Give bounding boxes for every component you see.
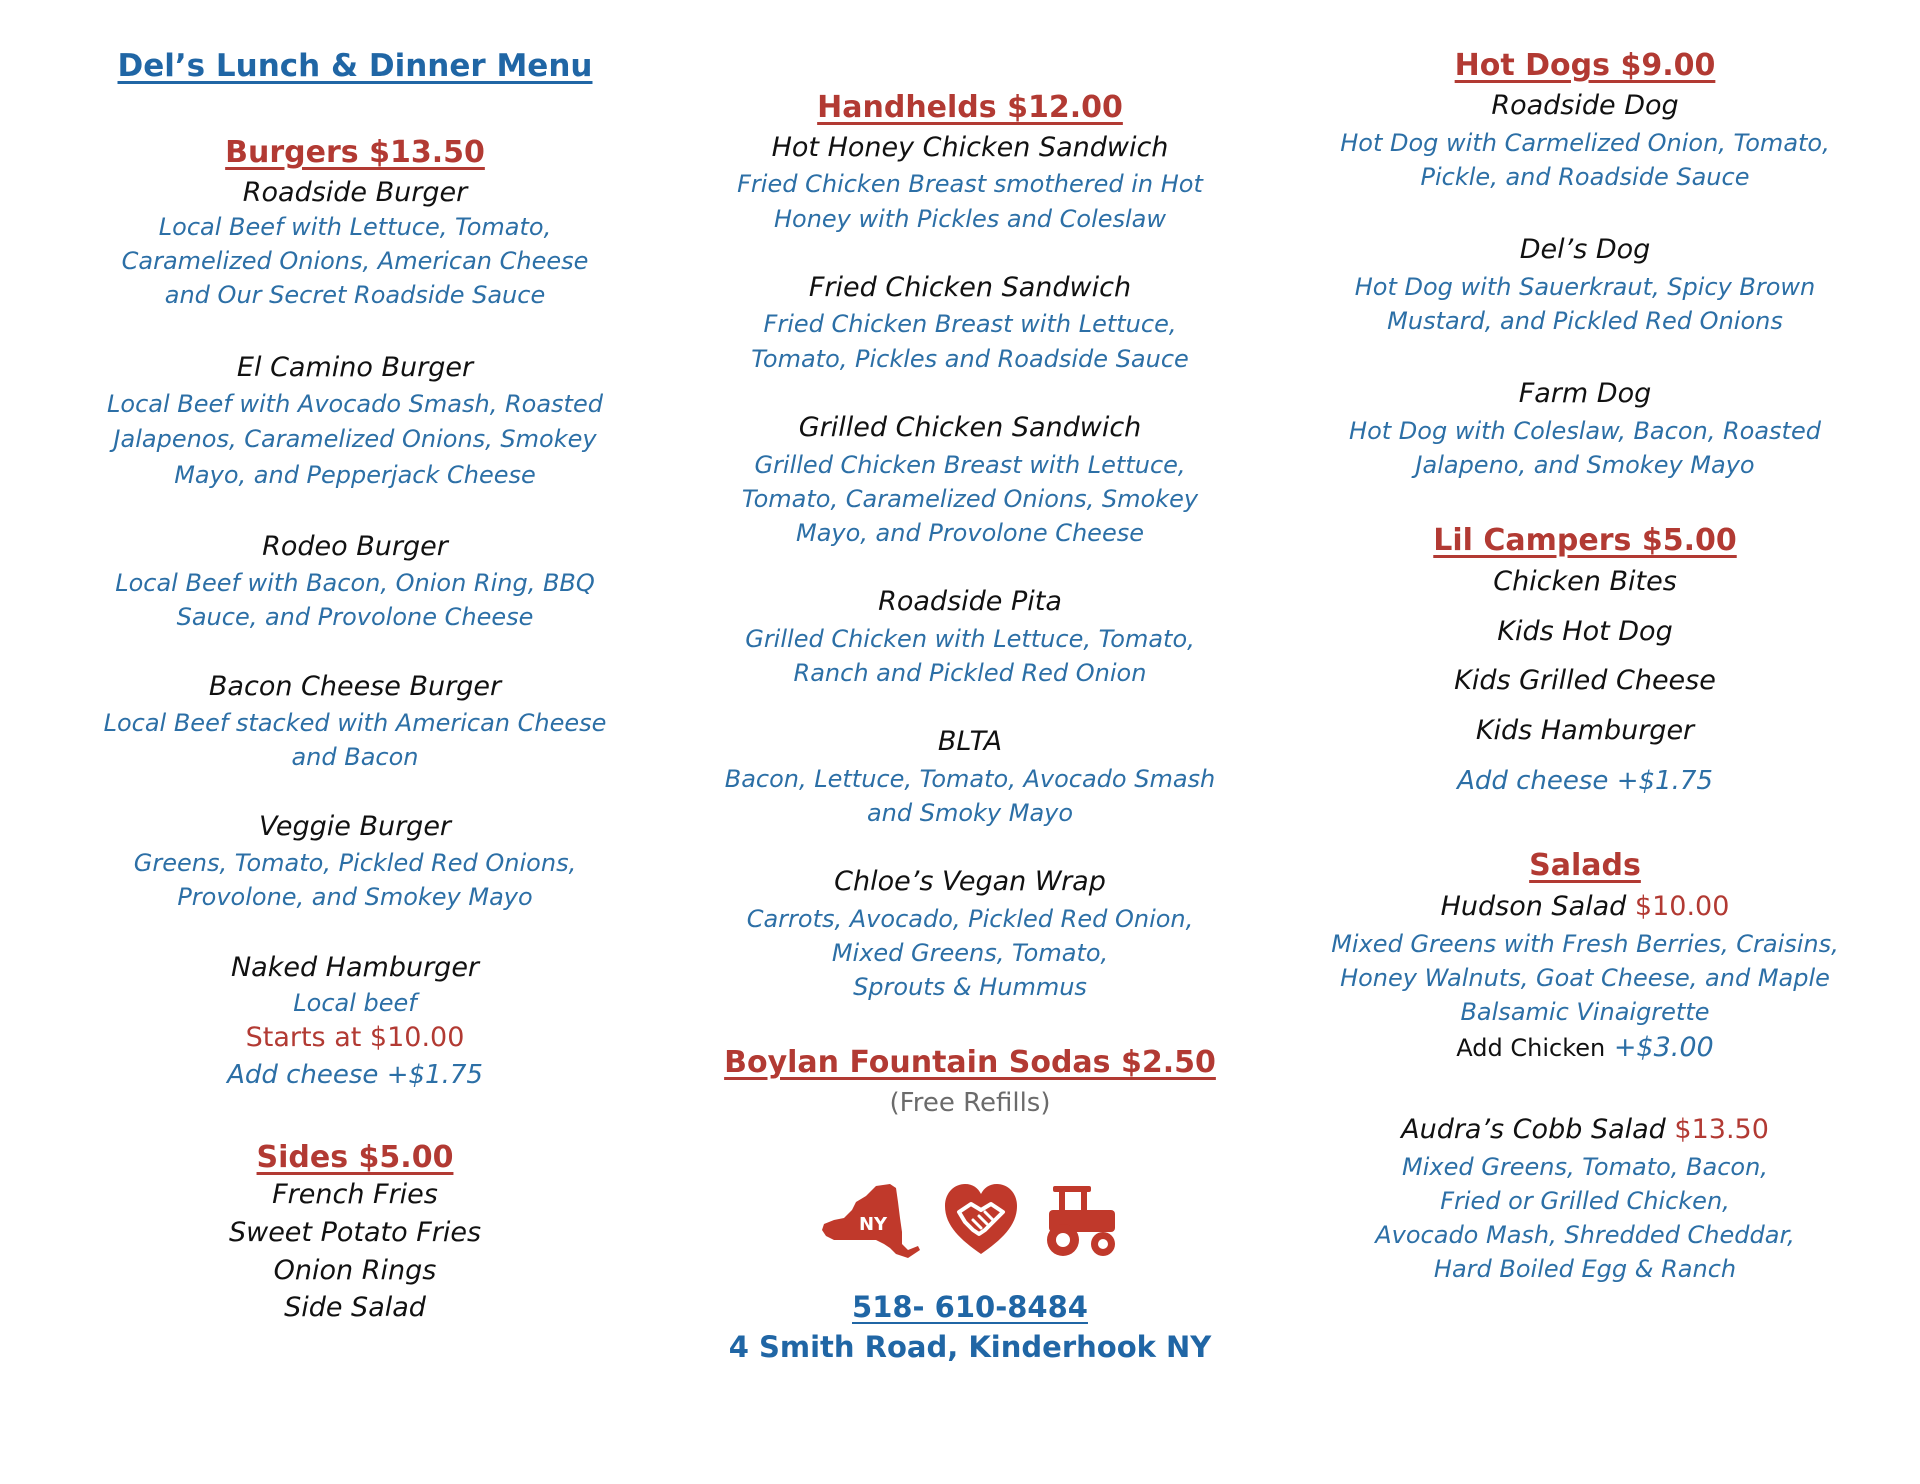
- salad-item-name: [1315, 890, 1855, 924]
- sides-heading: Sides $5.00: [256, 1140, 454, 1175]
- menu-item-desc: Ranch and Pickled Red Onion: [793, 659, 1147, 687]
- kids-addon: Add cheese +$1.75: [1457, 766, 1713, 796]
- menu-item-name: Naked Hamburger: [230, 952, 480, 983]
- menu-item-name: Roadside Burger: [242, 177, 468, 208]
- menu-item-desc: Sauce, and Provolone Cheese: [176, 603, 534, 631]
- menu-item-desc: Sprouts & Hummus: [853, 973, 1087, 1001]
- menu-item-name: Roadside Dog: [1491, 90, 1679, 121]
- tractor-icon: [1039, 1180, 1123, 1260]
- new-york-state-icon-label: NY: [858, 1214, 887, 1235]
- salad-price: $13.50: [1674, 1114, 1769, 1145]
- burgers-heading: Burgers $13.50: [225, 135, 485, 170]
- menu-item-desc: and Bacon: [291, 743, 419, 771]
- menu-item-name: Del’s Dog: [1519, 234, 1651, 265]
- kids-item: Kids Hot Dog: [1497, 616, 1673, 647]
- menu-item-name: Chloe’s Vegan Wrap: [834, 866, 1106, 897]
- menu-item-desc: Honey Walnuts, Goat Cheese, and Maple: [1340, 964, 1830, 992]
- menu-item-desc: Fried or Grilled Chicken,: [1440, 1187, 1730, 1215]
- menu-item-name: El Camino Burger: [236, 352, 474, 383]
- salads-heading: Salads: [1529, 848, 1641, 883]
- addon-label: Add Chicken: [1456, 1034, 1606, 1062]
- kids-item: Kids Grilled Cheese: [1454, 665, 1716, 696]
- menu-item-desc: Grilled Chicken Breast with Lettuce,: [754, 451, 1186, 479]
- menu-item-desc: Tomato, Pickles and Roadside Sauce: [751, 345, 1189, 373]
- menu-item-desc: Hot Dog with Coleslaw, Bacon, Roasted: [1349, 417, 1821, 445]
- menu-item-desc: Hot Dog with Sauerkraut, Spicy Brown: [1354, 273, 1816, 301]
- menu-item-name: Farm Dog: [1518, 378, 1652, 409]
- menu-item-desc: Bacon, Lettuce, Tomato, Avocado Smash: [724, 765, 1216, 793]
- menu-item-desc: Greens, Tomato, Pickled Red Onions,: [133, 849, 577, 877]
- menu-item-desc: Avocado Mash, Shredded Cheddar,: [1375, 1221, 1795, 1249]
- menu-item-desc: and Our Secret Roadside Sauce: [164, 281, 546, 309]
- kids-item: Chicken Bites: [1493, 566, 1677, 597]
- menu-item-desc: Grilled Chicken with Lettuce, Tomato,: [745, 625, 1195, 653]
- menu-item-desc: Mixed Greens, Tomato,: [831, 939, 1109, 967]
- menu-item-name: Rodeo Burger: [262, 531, 448, 562]
- menu-item-desc: Caramelized Onions, American Cheese: [121, 247, 589, 275]
- menu-item-name: Veggie Burger: [258, 811, 452, 842]
- menu-item-desc: Fried Chicken Breast with Lettuce,: [763, 310, 1177, 338]
- menu-item-desc: Mixed Greens, Tomato, Bacon,: [1402, 1153, 1768, 1181]
- kids-item: Kids Hamburger: [1475, 715, 1695, 746]
- menu-title: Del’s Lunch & Dinner Menu: [117, 48, 593, 84]
- menu-item-name: Roadside Pita: [878, 586, 1062, 617]
- menu-item-desc: Tomato, Caramelized Onions, Smokey: [741, 485, 1199, 513]
- salad-name: Audra’s Cobb Salad: [1401, 1114, 1666, 1145]
- address: 4 Smith Road, Kinderhook NY: [728, 1330, 1212, 1364]
- side-item: Side Salad: [284, 1292, 426, 1323]
- handhelds-heading: Handhelds $12.00: [817, 90, 1123, 125]
- sodas-note: (Free Refills): [889, 1088, 1051, 1118]
- menu-item-name: Hot Honey Chicken Sandwich: [771, 132, 1169, 163]
- menu-item-desc: Local Beef with Avocado Smash, Roasted: [107, 390, 603, 418]
- salad-name: Hudson Salad: [1440, 891, 1627, 922]
- menu-item-desc: Local Beef with Bacon, Onion Ring, BBQ: [115, 569, 595, 597]
- addon-price: +$3.00: [1613, 1032, 1714, 1063]
- side-item: Sweet Potato Fries: [228, 1217, 482, 1248]
- new-york-state-icon: [818, 1180, 923, 1260]
- menu-item-name: Bacon Cheese Burger: [208, 671, 502, 702]
- menu-item-desc: Local Beef stacked with American Cheese: [103, 709, 607, 737]
- menu-item-name: BLTA: [937, 726, 1003, 757]
- menu-item-desc: Local beef: [293, 989, 417, 1017]
- menu-item-desc: Mixed Greens with Fresh Berries, Craisins,: [1331, 930, 1839, 958]
- side-item: French Fries: [272, 1179, 438, 1210]
- menu-item-desc: Mayo, and Provolone Cheese: [796, 519, 1144, 547]
- menu-item-desc: and Smoky Mayo: [866, 799, 1074, 827]
- hotdogs-heading: Hot Dogs $9.00: [1454, 48, 1716, 83]
- menu-item-desc: Hot Dog with Carmelized Onion, Tomato,: [1340, 129, 1830, 157]
- menu-item-desc: Mayo, and Pepperjack Cheese: [174, 461, 536, 489]
- menu-item-desc: Jalapenos, Caramelized Onions, Smokey: [113, 425, 597, 453]
- campers-heading: Lil Campers $5.00: [1433, 523, 1737, 558]
- menu-item-desc: Carrots, Avocado, Pickled Red Onion,: [746, 905, 1194, 933]
- menu-item-price: Starts at $10.00: [245, 1022, 465, 1053]
- sodas-heading: Boylan Fountain Sodas $2.50: [724, 1045, 1216, 1080]
- salad-price: $10.00: [1634, 891, 1730, 922]
- icon-row: [700, 1180, 1240, 1260]
- menu-item-name: Fried Chicken Sandwich: [808, 272, 1132, 303]
- menu-item-desc: Balsamic Vinaigrette: [1460, 998, 1710, 1026]
- menu-item-desc: Fried Chicken Breast smothered in Hot: [737, 170, 1203, 198]
- heart-handshake-icon: [941, 1180, 1021, 1260]
- menu-item-desc: Provolone, and Smokey Mayo: [177, 883, 533, 911]
- menu-item-desc: Pickle, and Roadside Sauce: [1420, 163, 1750, 191]
- menu-item-desc: Local Beef with Lettuce, Tomato,: [158, 213, 552, 241]
- menu-item-desc: Hard Boiled Egg & Ranch: [1433, 1255, 1737, 1283]
- menu-item-desc: Jalapeno, and Smokey Mayo: [1415, 451, 1755, 479]
- menu-item-desc: Mustard, and Pickled Red Onions: [1387, 307, 1783, 335]
- menu-item-desc: Honey with Pickles and Coleslaw: [773, 205, 1167, 233]
- phone-link[interactable]: 518- 610-8484: [852, 1290, 1088, 1324]
- salad-item-name: [1315, 1113, 1855, 1147]
- salad-addon: [1315, 1031, 1855, 1065]
- menu-item-name: Grilled Chicken Sandwich: [798, 412, 1142, 443]
- menu-item-addon: Add cheese +$1.75: [227, 1060, 483, 1090]
- side-item: Onion Rings: [273, 1255, 437, 1286]
